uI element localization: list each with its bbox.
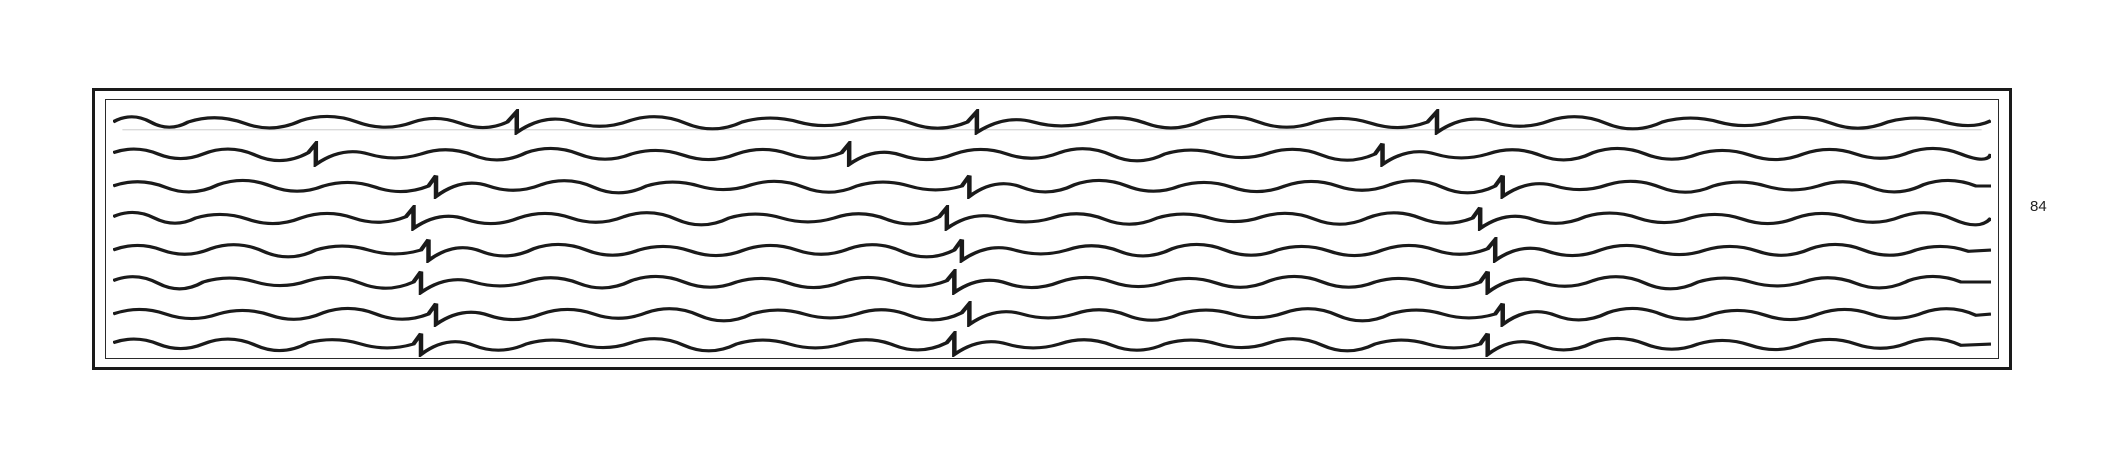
manuscript-line-3 xyxy=(113,173,1991,199)
handwritten-script-line-2 xyxy=(113,141,1991,167)
handwritten-script-line-5 xyxy=(113,237,1991,263)
manuscript-line-1 xyxy=(113,109,1991,135)
manuscript-line-6 xyxy=(113,269,1991,295)
manuscript-line-4 xyxy=(113,205,1991,231)
handwritten-script-line-6 xyxy=(113,269,1991,295)
handwritten-script-line-1 xyxy=(113,109,1991,135)
manuscript-line-5 xyxy=(113,237,1991,263)
handwritten-script-line-4 xyxy=(113,205,1991,231)
handwritten-script-line-8 xyxy=(113,331,1991,357)
manuscript-line-2 xyxy=(113,141,1991,167)
handwritten-script-line-3 xyxy=(113,173,1991,199)
handwritten-script-line-7 xyxy=(113,301,1991,327)
manuscript-line-8 xyxy=(113,331,1991,357)
page-number: 84 xyxy=(2030,198,2047,215)
manuscript-line-7 xyxy=(113,301,1991,327)
manuscript-folio xyxy=(92,88,2012,370)
